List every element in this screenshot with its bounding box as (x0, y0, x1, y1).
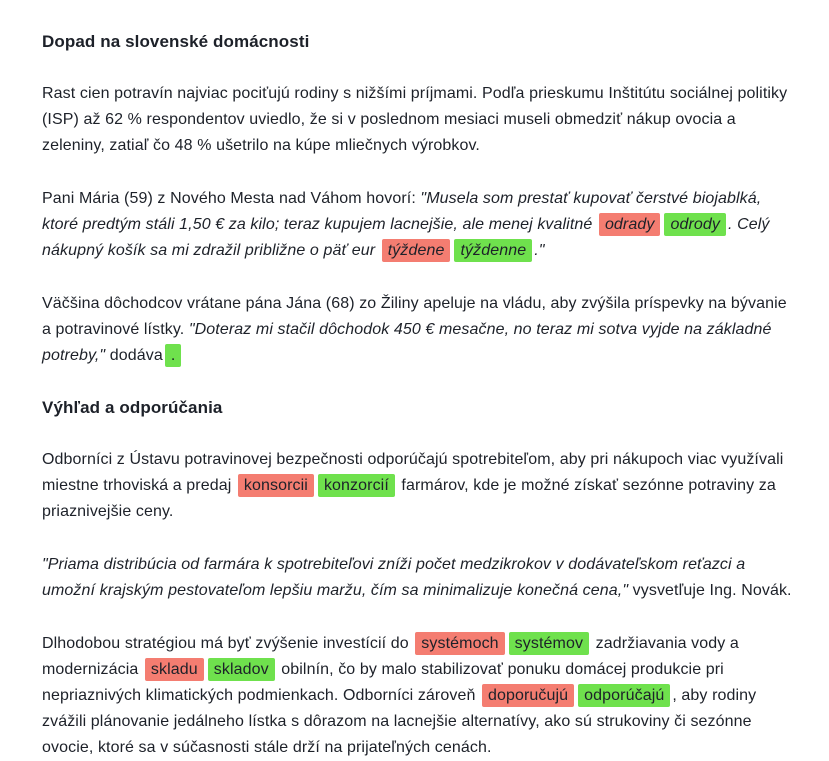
text-run: dodáva (105, 347, 163, 364)
text-run: Odborníci z Ústavu potravinovej bezpečnosti odporúčajú spotrebiteľom, aby pri nákupoch viac využívali miestne trhoviská a predaj (42, 451, 788, 494)
paragraph (42, 291, 795, 369)
diff-added-chip[interactable]: odrody (664, 213, 726, 236)
text-run: obilnín, čo by malo stabilizovať ponuku domácej produkcie pri nepriaznivých klimatických podmienkach. Odborníci zároveň (42, 661, 729, 704)
diff-removed-chip[interactable]: systémoch (415, 632, 504, 655)
paragraph (42, 186, 795, 264)
text-run: Väčšina dôchodcov vrátane pána Jána (68) zo Žiliny apeluje na vládu, aby zvýšila príspevky na bývanie a potravinové lístky. (42, 295, 792, 338)
paragraph (42, 552, 795, 604)
text-run: . Celý nákupný košík sa mi zdražil približne o päť eur (42, 216, 775, 259)
text-run: farmárov, kde je možné získať sezónne potraviny za priaznivejšie ceny. (42, 477, 781, 520)
diff-added-chip[interactable]: konzorcií (318, 474, 395, 497)
diff-added-chip[interactable]: . (165, 344, 182, 367)
diff-removed-chip[interactable]: odrady (599, 213, 661, 236)
diff-removed-chip[interactable]: doporučujú (482, 684, 574, 707)
text-run: vysvetľuje Ing. Novák. (628, 582, 792, 599)
text-run: zadržiavania vody a modernizácia (42, 635, 744, 678)
paragraph (42, 631, 795, 761)
section-heading: Dopad na slovenské domácnosti (42, 32, 310, 51)
section-heading: Výhľad a odporúčania (42, 398, 223, 417)
text-run: "Doteraz mi stačil dôchodok 450 € mesačne, no teraz mi sotva vyjde na základné potreby," (42, 321, 777, 364)
text-run: Dlhodobou stratégiou má byť zvýšenie investícií do (42, 635, 414, 652)
text-run: "Priama distribúcia od farmára k spotrebiteľovi zníži počet medzikrokov v dodávateľskom reťazci a umožní krajským pestovateľom lepšiu maržu, čím sa minimalizuje konečná cena," (42, 556, 750, 599)
diff-removed-chip[interactable]: konsorcii (238, 474, 314, 497)
text-run: , aby rodiny zvážili plánovanie jedálneho lístka s dôrazom na lacnejšie alternatívy, ako sú strukoviny či sezónne ovocie, ktoré sa v súčasnosti stále drží na prijateľných cenách. (42, 687, 761, 756)
paragraph (42, 81, 795, 159)
text-run: Rast cien potravín najviac pociťujú rodiny s nižšími príjmami. Podľa prieskumu Inštitútu sociálnej politiky (ISP) až 62 % respondentov uviedlo, že si v poslednom mesiaci museli obmedziť nákup ovocia a zeleniny, zatiaľ čo 48 % ušetrilo na kúpe mliečnych výrobkov. (42, 85, 792, 154)
diff-added-chip[interactable]: systémov (509, 632, 589, 655)
text-run: "Musela som prestať kupovať čerstvé biojablká, ktoré predtým stáli 1,50 € za kilo; teraz kupujem lacnejšie, ale menej kvalitné (42, 190, 766, 233)
article-body (42, 30, 795, 761)
text-run: Pani Mária (59) z Nového Mesta nad Váhom hovorí: (42, 190, 421, 207)
diff-added-chip[interactable]: skladov (208, 658, 275, 681)
diff-added-chip[interactable]: týždenne (454, 239, 532, 262)
paragraph (42, 447, 795, 525)
text-run: ." (534, 242, 545, 259)
diff-removed-chip[interactable]: týždene (382, 239, 451, 262)
diff-added-chip[interactable]: odporúčajú (578, 684, 670, 707)
diff-removed-chip[interactable]: skladu (145, 658, 204, 681)
